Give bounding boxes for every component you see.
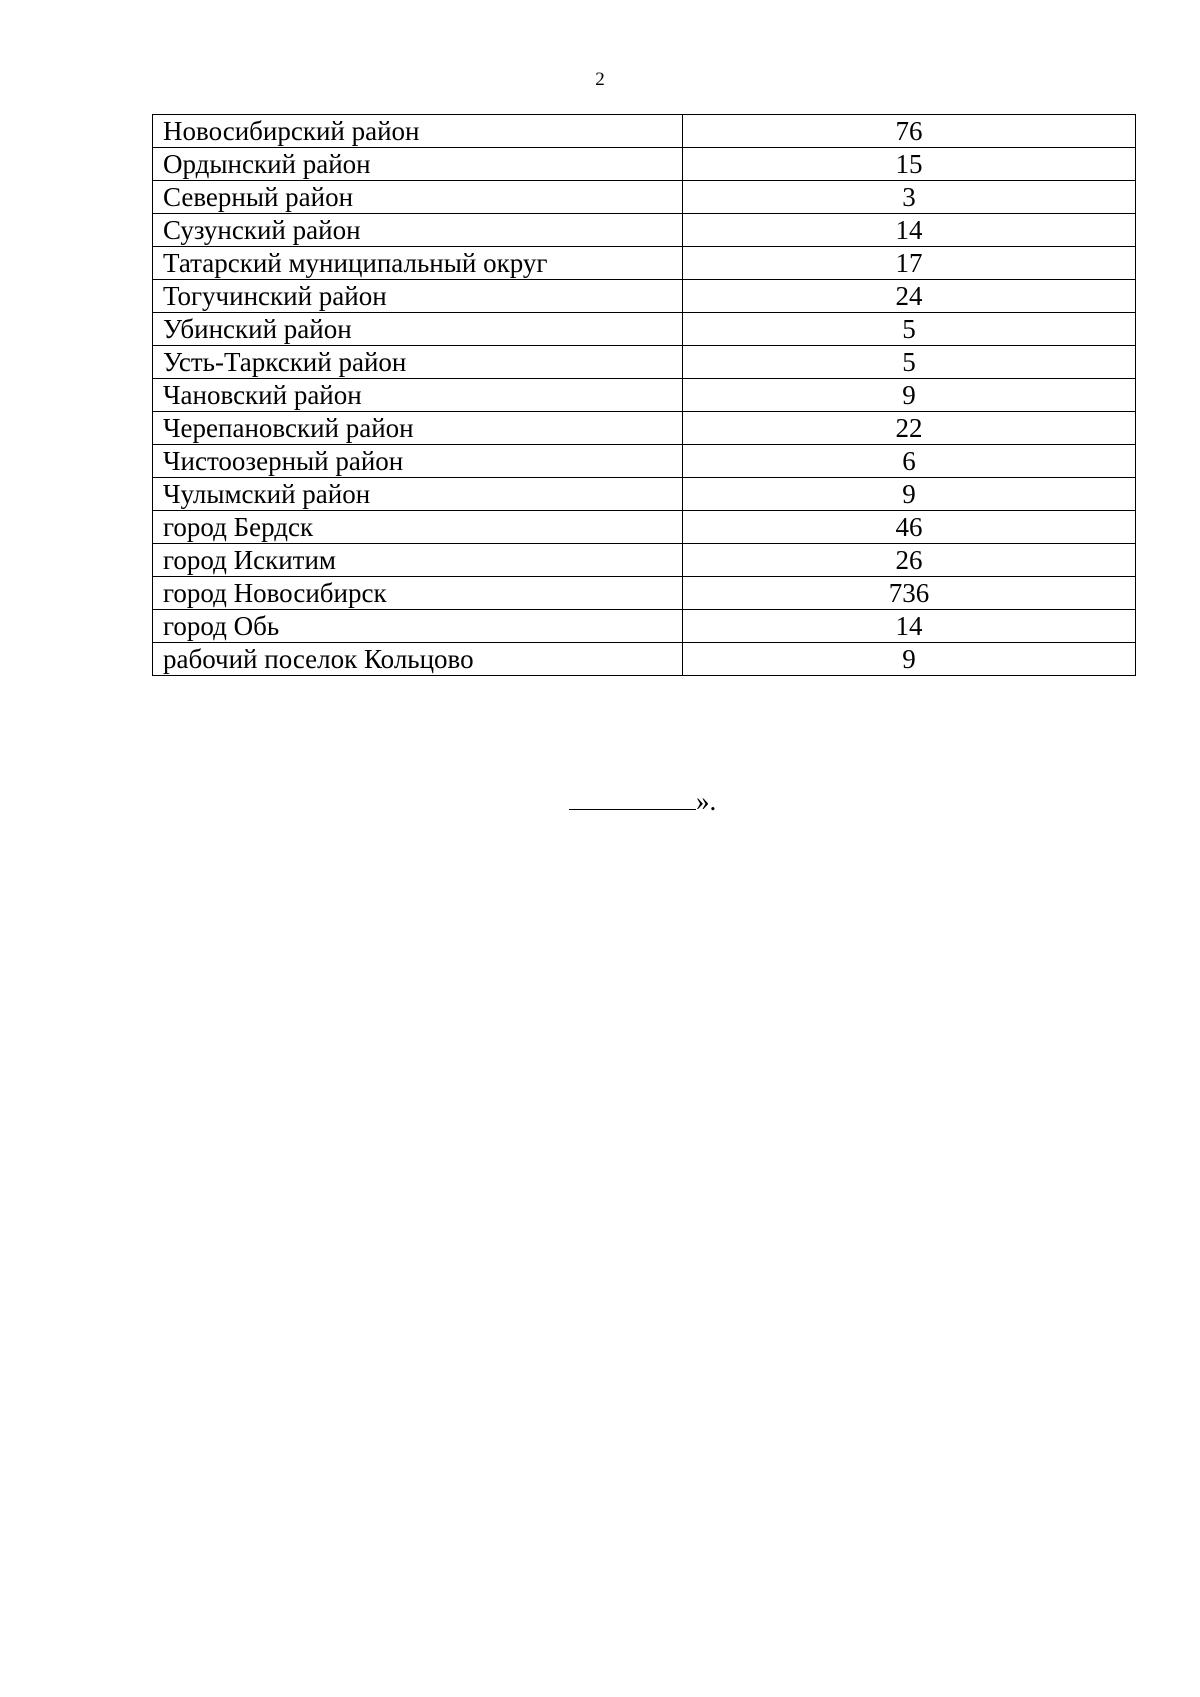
table-row [153, 445, 1136, 478]
page-number: 2 [595, 69, 605, 90]
table-row [153, 346, 1136, 379]
closing-quote: ». [696, 786, 717, 816]
table-row [153, 379, 1136, 412]
municipality-value: 3 [683, 181, 1136, 214]
municipality-name: Чистоозерный район [153, 445, 683, 478]
municipality-name: Чановский район [153, 379, 683, 412]
municipality-name: рабочий поселок Кольцово [153, 643, 683, 676]
municipality-value: 9 [683, 379, 1136, 412]
table-row [153, 214, 1136, 247]
municipality-value: 26 [683, 544, 1136, 577]
municipality-name: Усть-Таркский район [153, 346, 683, 379]
municipality-value: 22 [683, 412, 1136, 445]
municipality-value: 6 [683, 445, 1136, 478]
municipality-name: Черепановский район [153, 412, 683, 445]
municipality-table [152, 114, 1136, 676]
municipality-value: 14 [683, 610, 1136, 643]
closing-mark [569, 785, 716, 817]
municipality-value: 76 [683, 115, 1136, 148]
municipality-value: 9 [683, 478, 1136, 511]
table-row [153, 577, 1136, 610]
table-row [153, 643, 1136, 676]
municipality-name: город Искитим [153, 544, 683, 577]
municipality-value: 15 [683, 148, 1136, 181]
table-row [153, 280, 1136, 313]
table-row [153, 544, 1136, 577]
municipality-name: Тогучинский район [153, 280, 683, 313]
municipality-value: 14 [683, 214, 1136, 247]
municipality-name: Новосибирский район [153, 115, 683, 148]
table-row [153, 148, 1136, 181]
municipality-name: город Бердск [153, 511, 683, 544]
municipality-value: 17 [683, 247, 1136, 280]
table-body [153, 115, 1136, 676]
municipality-name: Сузунский район [153, 214, 683, 247]
municipality-value: 46 [683, 511, 1136, 544]
table-row [153, 610, 1136, 643]
municipality-name: Чулымский район [153, 478, 683, 511]
table-row [153, 115, 1136, 148]
closing-underline [569, 809, 696, 810]
municipality-name: город Обь [153, 610, 683, 643]
municipality-name: Ордынский район [153, 148, 683, 181]
table-row [153, 247, 1136, 280]
municipality-value: 24 [683, 280, 1136, 313]
table-row [153, 412, 1136, 445]
municipality-name: Убинский район [153, 313, 683, 346]
municipality-name: Северный район [153, 181, 683, 214]
municipality-value: 5 [683, 313, 1136, 346]
municipality-value: 5 [683, 346, 1136, 379]
table-row [153, 181, 1136, 214]
municipality-name: город Новосибирск [153, 577, 683, 610]
table-row [153, 478, 1136, 511]
table-row [153, 313, 1136, 346]
municipality-value: 736 [683, 577, 1136, 610]
municipality-name: Татарский муниципальный округ [153, 247, 683, 280]
table-row [153, 511, 1136, 544]
municipality-value: 9 [683, 643, 1136, 676]
